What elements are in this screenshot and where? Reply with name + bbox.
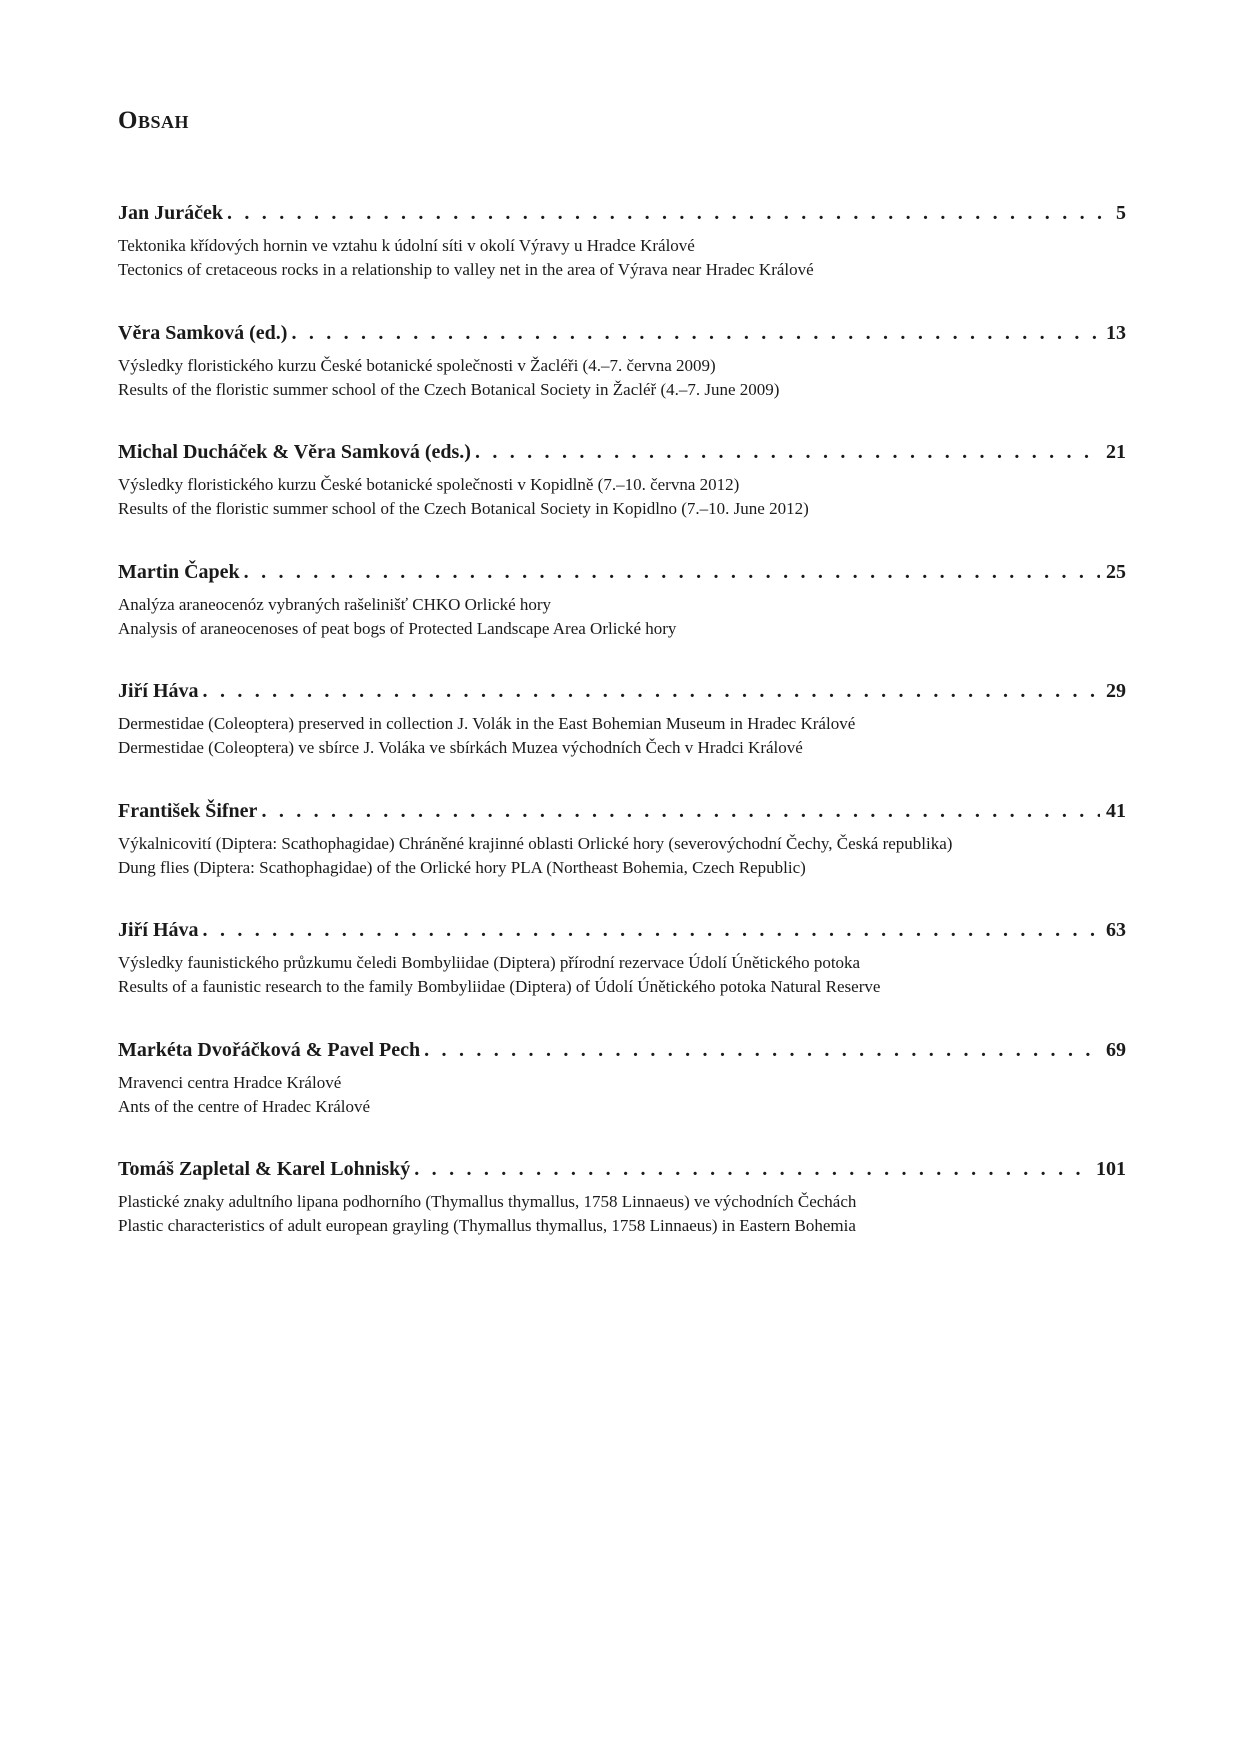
entry-title-primary: Výsledky floristického kurzu České botanické společnosti v Kopidlně (7.–10. června 2012) xyxy=(118,475,740,494)
entry-title-secondary: Results of the floristic summer school of the Czech Botanical Society in Kopidlno (7.–10. June 2012) xyxy=(118,499,809,518)
toc-entry-line xyxy=(118,798,1126,824)
entry-title-secondary: Results of the floristic summer school of the Czech Botanical Society in Žacléř (4.–7. June 2009) xyxy=(118,379,780,399)
entry-author: Jiří Háva xyxy=(118,919,199,941)
entry-titles xyxy=(118,1071,1126,1119)
toc-entry xyxy=(118,1037,1126,1157)
toc-entry xyxy=(118,678,1126,798)
dot-leader xyxy=(227,200,1110,226)
toc-entry-line xyxy=(118,917,1126,943)
toc-entry xyxy=(118,320,1126,440)
toc-entry xyxy=(118,798,1126,918)
entry-page-number: 41 xyxy=(1106,799,1126,822)
entry-author: Jiří Háva xyxy=(118,680,199,702)
dot-leader xyxy=(203,678,1100,704)
entry-title-primary: Plastické znaky adultního lipana podhorního (Thymallus thymallus, 1758 Linnaeus) ve východních Čechách xyxy=(118,1192,857,1211)
toc-entry xyxy=(118,559,1126,679)
entry-page-number: 101 xyxy=(1096,1158,1126,1180)
entry-page-number: 29 xyxy=(1106,680,1126,702)
entry-title-secondary: Analysis of araneocenoses of peat bogs of Protected Landscape Area Orlické hory xyxy=(118,618,677,638)
entry-title-primary: Výsledky faunistického průzkumu čeledi Bombyliidae (Diptera) přírodní rezervace Údolí Únětického potoka xyxy=(118,953,861,972)
entry-title-secondary: Dung flies (Diptera: Scathophagidae) of the Orlické hory PLA (Northeast Bohemia, Czech Republic) xyxy=(118,857,806,877)
entry-title-primary: Výkalnicovití (Diptera: Scathophagidae) Chráněné krajinné oblasti Orlické hory (severovýchodní Čechy, Česká republika) xyxy=(118,833,953,853)
entry-author: Michal Ducháček & Věra Samková (eds.) xyxy=(118,441,471,463)
toc-entry-line xyxy=(118,200,1126,226)
entry-author: František Šifner xyxy=(118,799,258,822)
entry-titles xyxy=(118,234,1126,282)
entry-page-number: 21 xyxy=(1106,441,1126,463)
dot-leader xyxy=(261,798,1100,824)
dot-leader xyxy=(424,1037,1100,1063)
entry-title-secondary: Ants of the centre of Hradec Králové xyxy=(118,1096,371,1116)
entry-page-number: 69 xyxy=(1106,1038,1126,1061)
entry-page-number: 5 xyxy=(1116,202,1126,224)
toc-entry-line xyxy=(118,320,1126,346)
dot-leader xyxy=(291,320,1100,346)
entry-titles xyxy=(118,1190,1126,1238)
entry-page-number: 25 xyxy=(1106,560,1126,583)
page-title: Obsah xyxy=(118,107,189,134)
entry-author: Tomáš Zapletal & Karel Lohniský xyxy=(118,1158,411,1180)
toc-entry-line xyxy=(118,559,1126,585)
entry-title-secondary: Tectonics of cretaceous rocks in a relationship to valley net in the area of Výrava near Hradec Králové xyxy=(118,260,814,279)
entry-titles xyxy=(118,473,1126,521)
entry-titles xyxy=(118,354,1126,402)
entry-title-primary: Analýza araneocenóz vybraných rašelinišť CHKO Orlické hory xyxy=(118,594,552,614)
entry-title-secondary: Dermestidae (Coleoptera) ve sbírce J. Voláka ve sbírkách Muzea východních Čech v Hradci Králové xyxy=(118,738,803,757)
toc-entry-line xyxy=(118,439,1126,465)
entry-titles xyxy=(118,832,1126,880)
toc-entry-line xyxy=(118,1037,1126,1063)
entry-page-number: 13 xyxy=(1106,321,1126,344)
toc-entry xyxy=(118,917,1126,1037)
dot-leader xyxy=(414,1156,1090,1182)
toc-entry xyxy=(118,439,1126,559)
dot-leader xyxy=(244,559,1100,585)
entry-author: Věra Samková (ed.) xyxy=(118,321,288,344)
toc-entry xyxy=(118,200,1126,320)
entry-author: Martin Čapek xyxy=(118,560,240,583)
entry-author: Jan Juráček xyxy=(118,202,223,224)
dot-leader xyxy=(203,917,1100,943)
entry-title-secondary: Results of a faunistic research to the family Bombyliidae (Diptera) of Údolí Únětického potoka Natural Reserve xyxy=(118,977,881,996)
entry-title-primary: Dermestidae (Coleoptera) preserved in collection J. Volák in the East Bohemian Museum in Hradec Králové xyxy=(118,714,856,733)
table-of-contents xyxy=(118,200,1126,1276)
entry-title-primary: Výsledky floristického kurzu České botanické společnosti v Žacléři (4.–7. června 2009) xyxy=(118,355,716,375)
toc-entry xyxy=(118,1156,1126,1276)
entry-title-primary: Mravenci centra Hradce Králové xyxy=(118,1072,342,1092)
entry-titles xyxy=(118,593,1126,641)
entry-page-number: 63 xyxy=(1106,919,1126,941)
entry-titles xyxy=(118,712,1126,760)
dot-leader xyxy=(475,439,1100,465)
toc-entry-line xyxy=(118,1156,1126,1182)
entry-titles xyxy=(118,951,1126,999)
entry-author: Markéta Dvořáčková & Pavel Pech xyxy=(118,1038,421,1061)
entry-title-secondary: Plastic characteristics of adult european grayling (Thymallus thymallus, 1758 Linnaeus) in Eastern Bohemia xyxy=(118,1216,856,1235)
toc-entry-line xyxy=(118,678,1126,704)
entry-title-primary: Tektonika křídových hornin ve vztahu k údolní síti v okolí Výravy u Hradce Králové xyxy=(118,236,695,255)
